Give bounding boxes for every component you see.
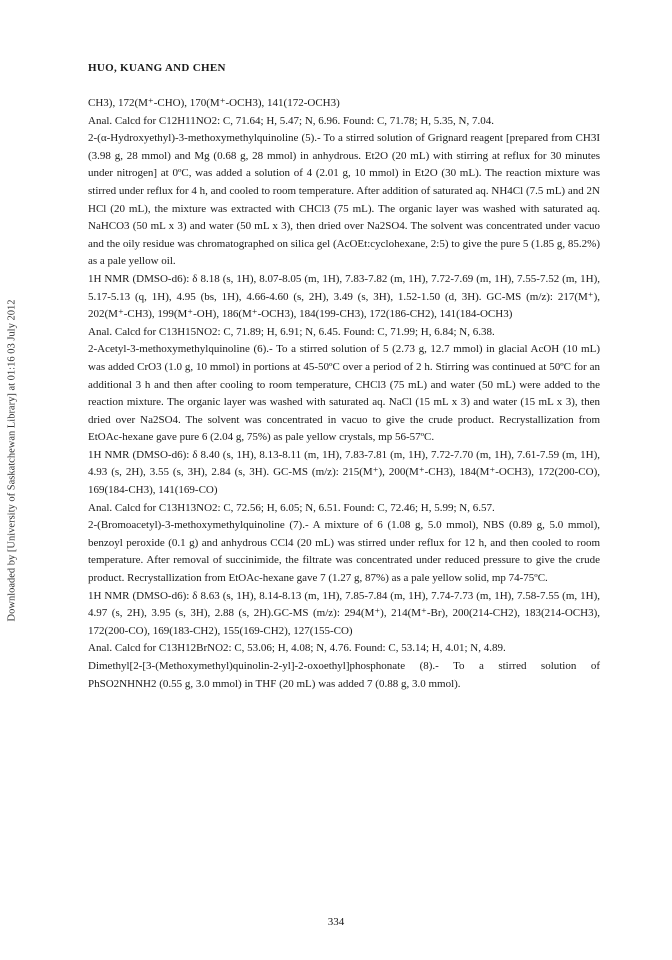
download-note: Downloaded by [University of Saskatchewan Library] at 01:16 03 July 2012 xyxy=(6,299,18,621)
running-header: HUO, KUANG AND CHEN xyxy=(88,62,226,74)
download-watermark xyxy=(2,240,22,680)
paragraph: Dimethyl[2-[3-(Methoxymethyl)quinolin-2-yl]-2-oxoethyl]phosphonate (8).- To a stirred solution of PhSO2NHNH2 (0.55 g, 3.0 mmol) in THF (20 mL) was added 7 (0.88 g, 3.0 mmol). xyxy=(88,660,600,690)
paragraph: 1H NMR (DMSO-d6): δ 8.40 (s, 1H), 8.13-8.11 (m, 1H), 7.83-7.81 (m, 1H), 7.72-7.70 (m, 1H), 7.61-7.59 (m, 1H), 4.93 (s, 2H), 3.55 (s, 3H), 2.84 (s, 3H). GC-MS (m/z): 215(M⁺), 200(M⁺-CH3), 184(M⁺-OCH3), 172(200-CO), 169(184-CH3), 141(169-CO) xyxy=(88,448,600,497)
paragraph: 1H NMR (DMSO-d6): δ 8.18 (s, 1H), 8.07-8.05 (m, 1H), 7.83-7.82 (m, 1H), 7.72-7.69 (m, 1H), 7.55-7.52 (m, 1H), 5.17-5.13 (q, 1H), 4.95 (bs, 1H), 4.66-4.60 (s, 2H), 3.49 (s, 3H), 1.52-1.50 (d, 3H). GC-MS (m/z): 217(M⁺), 202(M⁺-CH3), 199(M⁺-OH), 186(M⁺-OCH3), 184(199-CH3), 172(186-CH2), 141(184-OCH3) xyxy=(88,272,600,321)
paragraph: Anal. Calcd for C12H11NO2: C, 71.64; H, 5.47; N, 6.96. Found: C, 71.78; H, 5.35, N, 7.04. xyxy=(88,114,494,127)
paragraph: 2-Acetyl-3-methoxymethylquinoline (6).- To a stirred solution of 5 (2.73 g, 12.7 mmol) in glacial AcOH (10 mL) was added CrO3 (1.0 g, 10 mmol) in portions at 45-50ºC over a period of 2 h. Stirring was continued at 50ºC for an additional 3 h and then after cooling to room temperature, CHCl3 (75 mL) and water (50 mL) were added to the reaction mixture. The organic layer was washed with saturated aq. NaCl (15 mL x 3) and water (15 mL x 3), then dried over Na2SO4. The solvent was concentrated in vacuo to give the crude product. Recrystallization from EtOAc-hexane gave pure 6 (2.04 g, 75%) as pale yellow crystals, mp 56-57ºC. xyxy=(88,343,600,444)
paragraph: Anal. Calcd for C13H13NO2: C, 72.56; H, 6.05; N, 6.51. Found: C, 72.46; H, 5.99; N, 6.57. xyxy=(88,501,495,514)
paragraph: Anal. Calcd for C13H12BrNO2: C, 53.06; H, 4.08; N, 4.76. Found: C, 53.14; H, 4.01; N, 4.89. xyxy=(88,642,506,655)
article-body xyxy=(88,95,600,693)
paragraph: Anal. Calcd for C13H15NO2: C, 71.89; H, 6.91; N, 6.45. Found: C, 71.99; H, 6.84; N, 6.38. xyxy=(88,325,495,338)
paragraph: 2-(α-Hydroxyethyl)-3-methoxymethylquinoline (5).- To a stirred solution of Grignard reagent [prepared from CH3I (3.98 g, 28 mmol) and Mg (0.68 g, 28 mmol) in anhydrous. Et2O (20 mL) with stirring at reflux for 30 minutes under nitrogen] at 0ºC, was added a solution of 4 (2.01 g, 10 mmol) in Et2O (30 mL). The reaction mixture was stirred under reflux for 4 h, and cooled to room temperature. After addition of saturated aq. NH4Cl (7.5 mL) and 2N HCl (20 mL), the mixture was extracted with CHCl3 (75 mL). The organic layer was washed with saturated aq. NaHCO3 (50 mL x 3) and water (50 mL x 3), then dried over Na2SO4. The solvent was concentrated under vacuo and the oily residue was chromatographed on silica gel (AcOEt:cyclohexane, 2:5) to give the pure 5 (1.85 g, 85.2%) as a pale yellow oil. xyxy=(88,132,600,268)
paragraph: 1H NMR (DMSO-d6): δ 8.63 (s, 1H), 8.14-8.13 (m, 1H), 7.85-7.84 (m, 1H), 7.74-7.73 (m, 1H), 7.58-7.55 (m, 1H), 4.97 (s, 2H), 3.95 (s, 3H), 2.88 (s, 2H).GC-MS (m/z): 294(M⁺), 214(M⁺-Br), 200(214-CH2), 183(214-OCH3), 172(200-CO), 169(183-CH2), 155(169-CH2), 127(155-CO) xyxy=(88,589,600,637)
paragraph: CH3), 172(M⁺-CHO), 170(M⁺-OCH3), 141(172-OCH3) xyxy=(88,97,340,109)
page-number: 334 xyxy=(327,916,345,928)
paragraph: 2-(Bromoacetyl)-3-methoxymethylquinoline (7).- A mixture of 6 (1.08 g, 5.0 mmol), NBS (0.89 g, 5.0 mmol), benzoyl peroxide (0.1 g) and anhydrous CCl4 (20 mL) was stirred under reflux for 12 h, and then cooled to room temperature. After removal of succinimide, the filtrate was concentrated under reduced pressure to give the crude product. Recrystallization from EtOAc-hexane gave 7 (1.27 g, 87%) as a pale yellow solid, mp 74-75ºC. xyxy=(88,519,600,585)
